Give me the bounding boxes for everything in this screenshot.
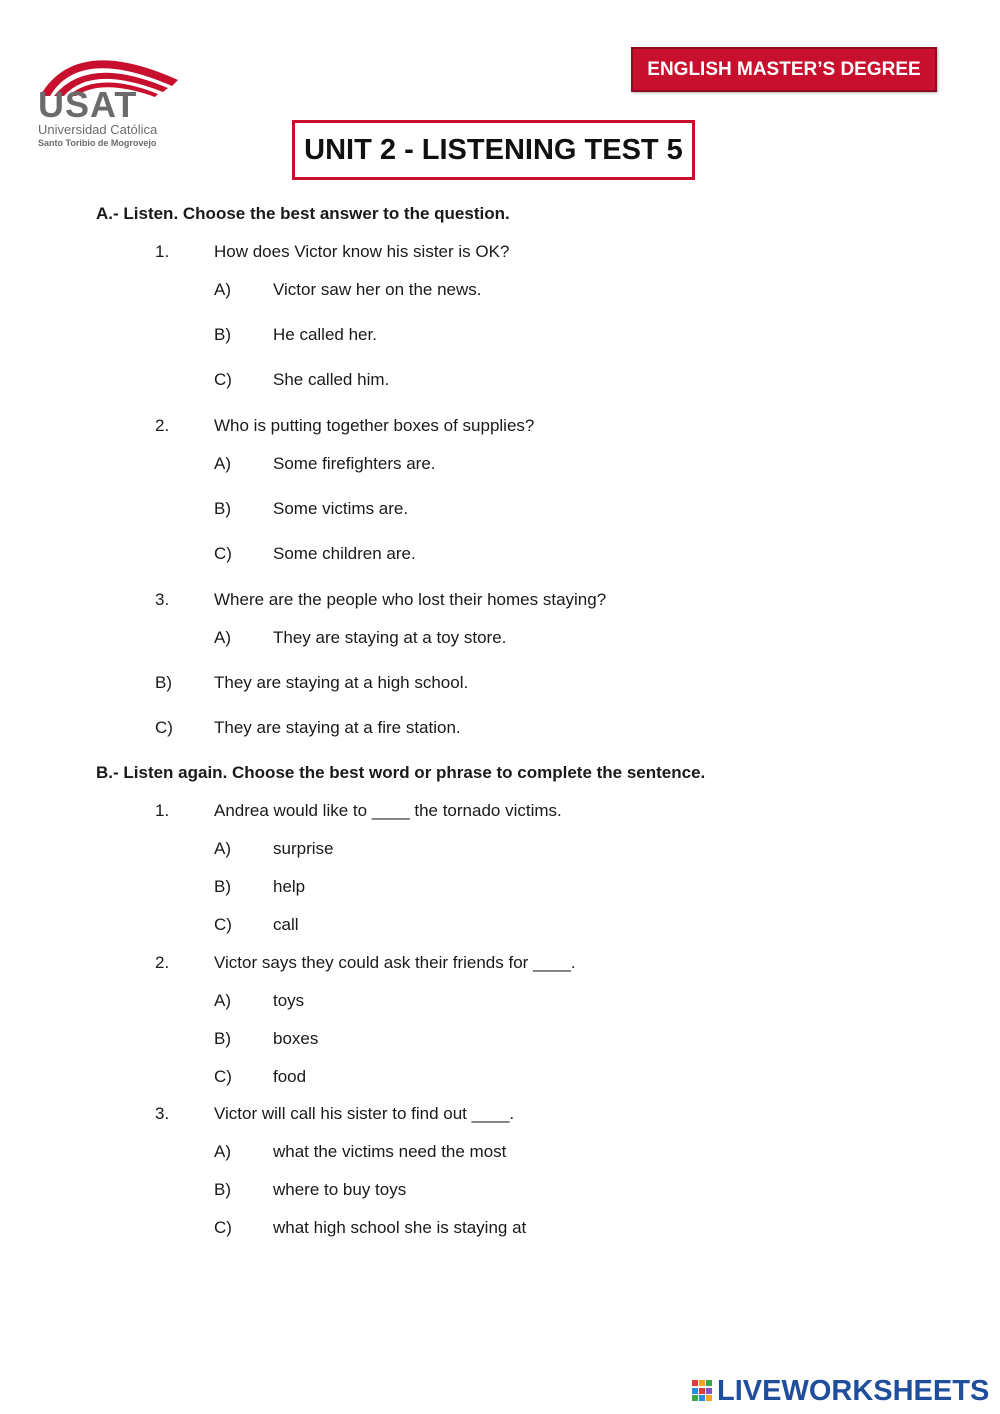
option-letter[interactable]: B)	[155, 673, 172, 692]
option-text[interactable]: what the victims need the most	[273, 1142, 507, 1161]
option-letter[interactable]: A)	[214, 991, 231, 1010]
option-text[interactable]: Some children are.	[273, 544, 416, 563]
question-number: 1.	[155, 242, 170, 261]
degree-badge: ENGLISH MASTER’S DEGREE	[631, 47, 937, 92]
page-title: UNIT 2 - LISTENING TEST 5	[292, 120, 695, 180]
option-letter[interactable]: C)	[214, 915, 232, 934]
option-letter[interactable]: A)	[214, 1142, 231, 1161]
liveworksheets-logo	[692, 1374, 989, 1408]
option-text[interactable]: Some victims are.	[273, 499, 409, 518]
option-text[interactable]: They are staying at a fire station.	[214, 718, 461, 737]
question-number: 3.	[155, 1104, 170, 1123]
option-letter[interactable]: A)	[214, 280, 231, 299]
logo-university-name: Universidad Católica	[38, 122, 158, 137]
question-number: 3.	[155, 590, 170, 609]
option-letter[interactable]: B)	[214, 877, 231, 896]
option-letter[interactable]: B)	[214, 499, 231, 518]
option-text[interactable]: She called him.	[273, 370, 390, 389]
question-number: 2.	[155, 416, 170, 435]
option-letter[interactable]: C)	[155, 718, 173, 737]
question-number: 1.	[155, 801, 170, 820]
question-text: Victor says they could ask their friends for ____.	[214, 953, 576, 972]
option-text[interactable]: toys	[273, 991, 305, 1010]
option-letter[interactable]: C)	[214, 544, 232, 563]
question-text: Victor will call his sister to find out ____.	[214, 1104, 515, 1123]
liveworksheets-grid-icon	[692, 1380, 714, 1402]
logo-university-subname: Santo Toribio de Mogrovejo	[38, 138, 157, 148]
question-text: How does Victor know his sister is OK?	[214, 242, 510, 261]
option-text[interactable]: Some firefighters are.	[273, 454, 436, 473]
liveworksheets-brand: LIVEWORKSHEETS	[717, 1374, 990, 1407]
usat-logo	[36, 40, 186, 152]
option-letter[interactable]: B)	[214, 1180, 231, 1199]
option-letter[interactable]: A)	[214, 454, 231, 473]
option-letter[interactable]: B)	[214, 325, 231, 344]
question-text: Andrea would like to ____ the tornado victims.	[214, 801, 562, 820]
option-letter[interactable]: C)	[214, 370, 232, 389]
option-letter[interactable]: C)	[214, 1218, 232, 1237]
logo-wordmark: USAT	[38, 84, 138, 125]
option-text[interactable]: food	[273, 1067, 307, 1086]
option-text[interactable]: help	[273, 877, 306, 896]
option-text[interactable]: boxes	[273, 1029, 319, 1048]
question-text: Where are the people who lost their homes staying?	[214, 590, 607, 609]
option-text[interactable]: They are staying at a high school.	[214, 673, 469, 692]
section-a-heading: A.- Listen. Choose the best answer to the question.	[96, 204, 510, 223]
question-number: 2.	[155, 953, 170, 972]
option-text[interactable]: call	[273, 915, 299, 934]
question-text: Who is putting together boxes of supplies?	[214, 416, 535, 435]
option-letter[interactable]: A)	[214, 628, 231, 647]
option-text[interactable]: where to buy toys	[273, 1180, 407, 1199]
option-text[interactable]: Victor saw her on the news.	[273, 280, 482, 299]
option-letter[interactable]: A)	[214, 839, 231, 858]
section-b-heading: B.- Listen again. Choose the best word or phrase to complete the sentence.	[96, 763, 706, 782]
option-text[interactable]: what high school she is staying at	[273, 1218, 527, 1237]
option-text[interactable]: He called her.	[273, 325, 377, 344]
option-text[interactable]: They are staying at a toy store.	[273, 628, 507, 647]
option-text[interactable]: surprise	[273, 839, 334, 858]
option-letter[interactable]: B)	[214, 1029, 231, 1048]
option-letter[interactable]: C)	[214, 1067, 232, 1086]
